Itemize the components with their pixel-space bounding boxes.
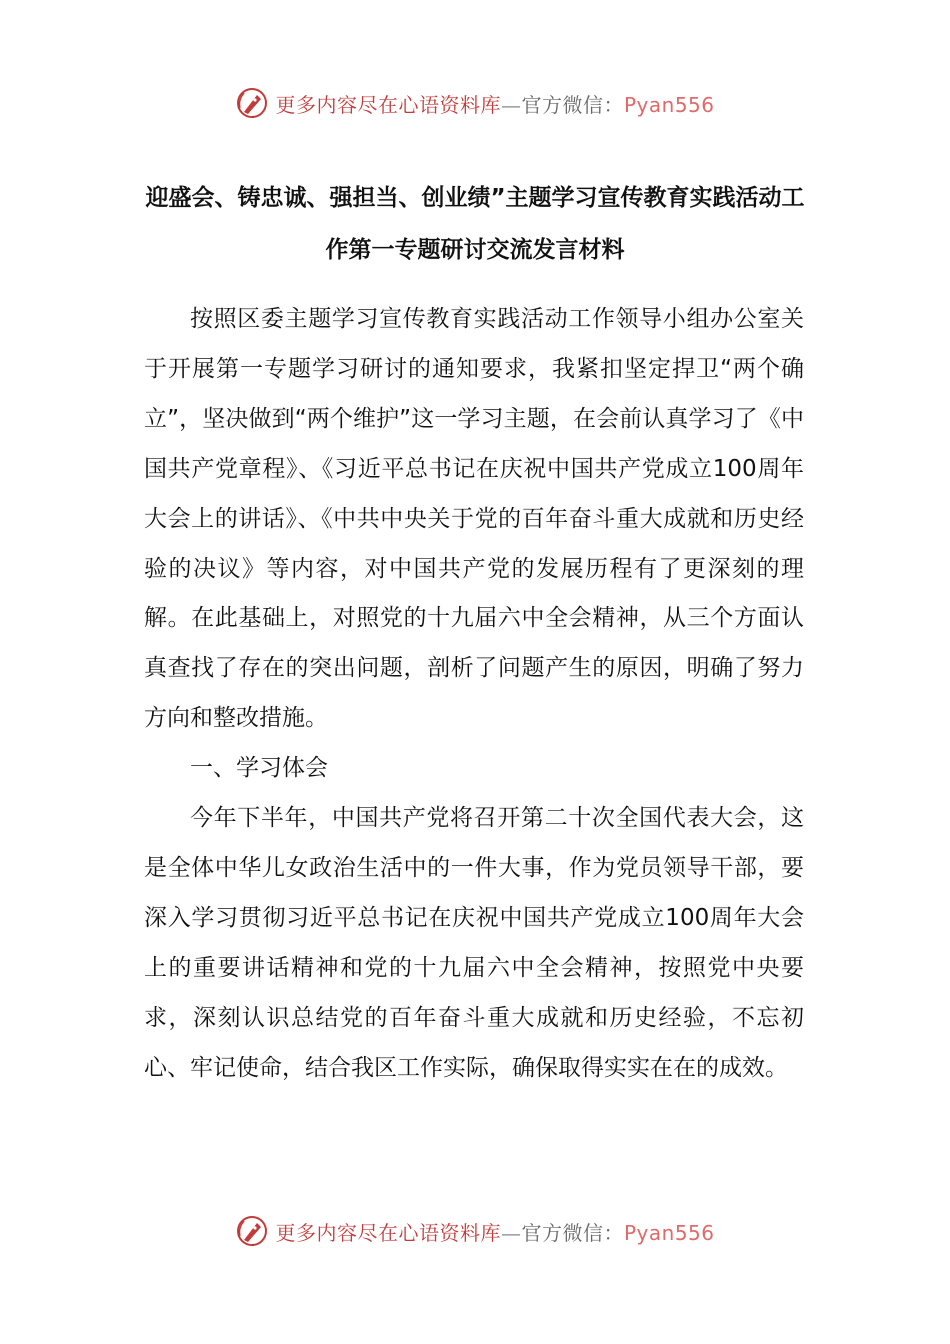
document-body xyxy=(144,295,804,1094)
watermark-wechat-label: 官方微信： xyxy=(521,1220,624,1245)
pen-nib-circle-icon xyxy=(235,86,269,120)
watermark-banner-top xyxy=(0,83,950,123)
watermark-wechat-label: 官方微信： xyxy=(521,92,624,117)
watermark-wechat-id: Pyan556 xyxy=(623,1220,715,1245)
watermark-text xyxy=(275,1217,714,1246)
pen-nib-circle-icon xyxy=(235,1214,269,1248)
watermark-brand: 更多内容尽在心语资料库 xyxy=(275,1220,501,1245)
document-title: 迎盛会、铸忠诚、强担当、创业绩”主题学习宣传教育实践活动工作第一专题研讨交流发言材料 xyxy=(145,185,805,263)
section-heading: 一、学习体会 xyxy=(190,755,328,782)
watermark-text xyxy=(275,89,714,118)
watermark-wechat-id: Pyan556 xyxy=(623,92,715,117)
watermark-separator: — xyxy=(500,1220,522,1245)
watermark-brand: 更多内容尽在心语资料库 xyxy=(275,92,501,117)
watermark-banner-bottom xyxy=(0,1211,950,1251)
body-paragraph-intro: 按照区委主题学习宣传教育实践活动工作领导小组办公室关于开展第一专题学习研讨的通知要求，我紧扣坚定捍卫“两个确立”，坚决做到“两个维护”这一学习主题，在会前认真学习了《中国共产党章程》、《习近平总书记在庆祝中国共产党成立100周年大会上的讲话》、《中共中央关于党的百年奋斗重大成就和历史经验的决议》等内容，对中国共产党的发展历程有了更深刻的理解。在此基础上，对照党的十九届六中全会精神，从三个方面认真查找了存在的突出问题，剖析了问题产生的原因，明确了努力方向和整改措施。 xyxy=(144,306,804,732)
body-paragraph: 今年下半年，中国共产党将召开第二十次全国代表大会，这是全体中华儿女政治生活中的一件大事，作为党员领导干部，要深入学习贯彻习近平总书记在庆祝中国共产党成立100周年大会上的重要讲话精神和党的十九届六中全会精神，按照党中央要求，深刻认识总结党的百年奋斗重大成就和历史经验，不忘初心、牢记使命，结合我区工作实际，确保取得实实在在的成效。 xyxy=(144,805,804,1081)
watermark-separator: — xyxy=(500,92,522,117)
